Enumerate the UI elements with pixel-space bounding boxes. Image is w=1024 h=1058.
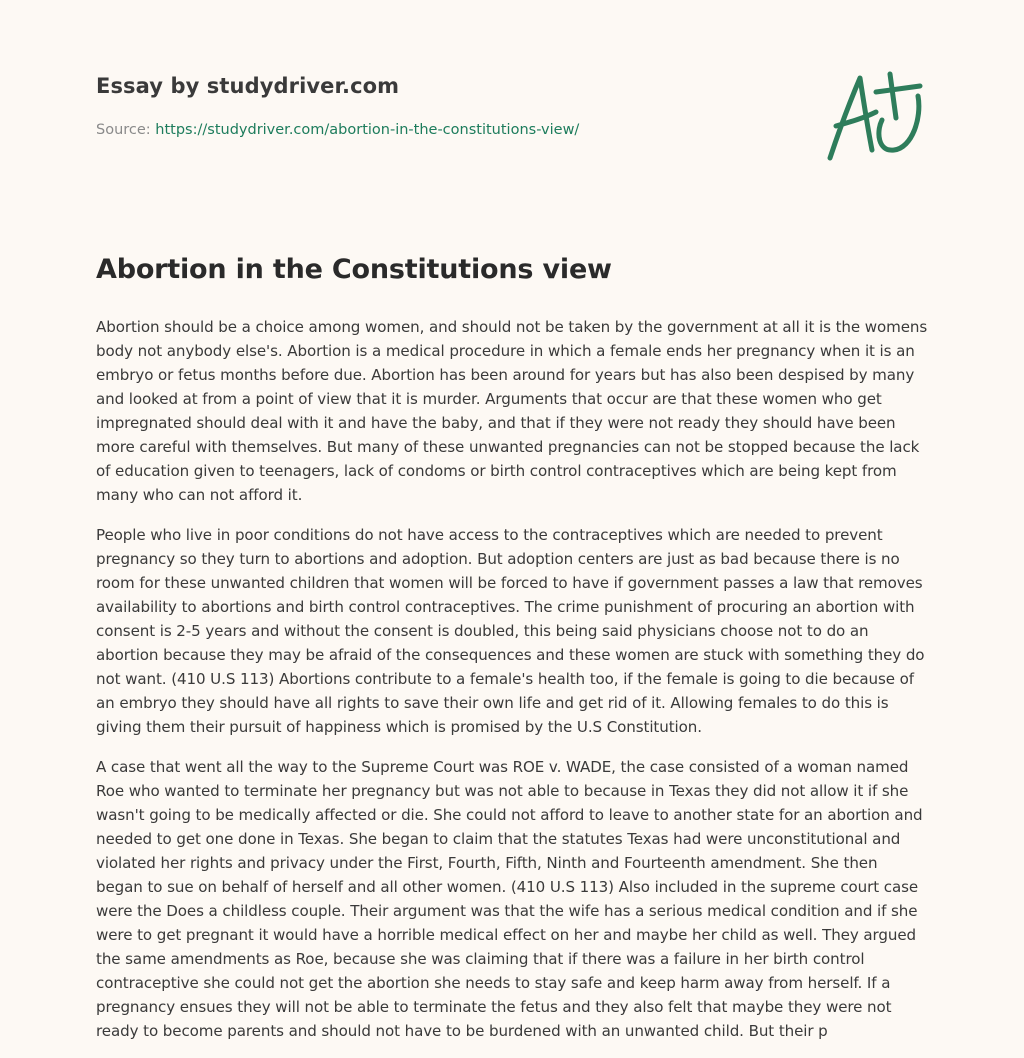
- source-link[interactable]: https://studydriver.com/abortion-in-the-constitutions-view/: [155, 122, 580, 138]
- a-plus-grade-icon: [818, 66, 928, 166]
- source-label: Source:: [96, 122, 156, 138]
- brand-title: Essay by studydriver.com: [96, 74, 400, 98]
- essay-body: [96, 315, 928, 1045]
- paragraph: Abortion should be a choice among women, and should not be taken by the government at all it is the womens body not anybody else's. Abortion is a medical procedure in which a female ends her pregnancy when it is an embryo or fetus months before due. Abortion has been around for years but has also been despised by many and looked at from a point of view that it is murder. Arguments that occur are that these women who get impregnated should deal with it and have the baby, and that if they were not ready they should have been more careful with themselves. But many of these unwanted pregnancies can not be stopped because the lack of education given to teenagers, lack of condoms or birth control contraceptives which are being kept from many who can not afford it.: [96, 318, 928, 504]
- source-line: [96, 122, 696, 138]
- paragraph: People who live in poor conditions do not have access to the contraceptives which are needed to prevent pregnancy so they turn to abortions and adoption. But adoption centers are just as bad because there is no room for these unwanted children that women will be forced to have if government passes a law that removes availability to abortions and birth control contraceptives. The crime punishment of procuring an abortion with consent is 2-5 years and without the consent is doubled, this being said physicians choose not to do an abortion because they may be afraid of the consequences and these women are stuck with something they do not want. (410 U.S 113) Abortions contribute to a female's health too, if the female is going to die because of an embryo they should have all rights to save their own life and get rid of it. Allowing females to do this is giving them their pursuit of happiness which is promised by the U.S Constitution.: [96, 526, 925, 736]
- essay-header: [96, 74, 696, 138]
- paragraph: A case that went all the way to the Supreme Court was ROE v. WADE, the case consisted of a woman named Roe who wanted to terminate her pregnancy but was not able to because in Texas they did not allow it if she wasn't going to be medically affected or die. She could not afford to leave to another state for an abortion and needed to get one done in Texas. She began to claim that the statutes Texas had were unconstitutional and violated her rights and privacy under the First, Fourth, Fifth, Ninth and Fourteenth amendment. She then began to sue on behalf of herself and all other women. (410 U.S 113) Also included in the supreme court case were the Does a childless couple. Their argument was that the wife has a serious medical condition and if she were to get pregnant it would have a horrible medical effect on her and maybe her child as well. They argued the same amendments as Roe, because she was claiming that if there was a failure in her birth control contraceptive she could not get the abortion she needs to stay safe and keep harm away from herself. If a pregnancy ensues they will not be able to terminate the fetus and they also felt that maybe they were not ready to become parents and should not have to be burdened with an unwanted child. But their p: [96, 758, 923, 1040]
- essay-title: Abortion in the Constitutions view: [96, 254, 612, 285]
